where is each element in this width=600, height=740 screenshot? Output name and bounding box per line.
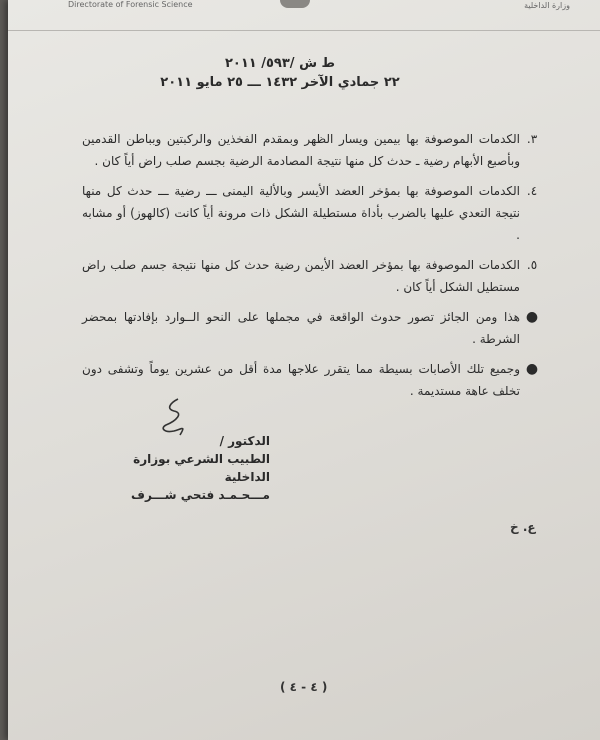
letterhead-left-text: Directorate of Forensic Science: [68, 0, 193, 9]
page-number: ( ٤ - ٤ ): [280, 680, 328, 694]
item-text: الكدمات الموصوفة بها بيمين ويسار الظهر وبمقدم الفخذين والركبتين وبباطن القدمين وبأصبع الأبهام رضية ـ حدث كل منها نتيجة المصادمة الرضية بجسم صلب راض أياً كان .: [82, 132, 520, 168]
signature-position: الطبيب الشرعي بوزارة الداخلية: [133, 452, 270, 484]
list-item: [82, 306, 542, 350]
item-text: الكدمات الموصوفة بها بمؤخر العضد الأيمن رضية حدث كل منها نتيجة جسم صلب راض مستطيل الشكل أياً كان .: [82, 258, 520, 294]
reference-block: [160, 54, 400, 92]
list-item: [82, 180, 542, 246]
letterhead-right-text: وزارة الداخلية: [524, 1, 570, 10]
item-marker: ٥.: [526, 258, 538, 272]
item-text: الكدمات الموصوفة بها بمؤخر العضد الأيسر وبالألية اليمنى ـــ رضية ـــ حدث كل منها نتيجة التعدي عليها بالضرب بأداة مستطيلة الشكل ذات مرونة أياً كانت (كالهوز) أو مشابه .: [82, 184, 520, 242]
letterhead: [8, 0, 600, 31]
signature-name: مـــحـمـد فتحي شـــرف: [131, 488, 270, 502]
bullet-icon: ●: [525, 361, 539, 377]
emblem-icon: [280, 0, 310, 8]
item-marker: ٣.: [526, 132, 538, 146]
typist-initials: ع. خ: [510, 520, 536, 534]
item-text: هذا ومن الجائز تصور حدوث الواقعة في مجملها على النحو الــوارد بإفادتها بمحضر الشرطة .: [82, 310, 520, 346]
report-body: [82, 128, 542, 410]
list-item: [82, 254, 542, 298]
list-item: [82, 128, 542, 172]
bullet-icon: ●: [525, 309, 539, 325]
list-item: [82, 358, 542, 402]
item-marker: ٤.: [526, 184, 538, 198]
signature-block: [120, 432, 270, 504]
reference-number: ط ش /٥٩٣/ ٢٠١١: [224, 56, 336, 71]
reference-date: ٢٢ جمادي الآخر ١٤٣٢ ـــ ٢٥ مايو ٢٠١١: [160, 75, 400, 90]
item-text: وجميع تلك الأصابات بسيطة مما يتقرر علاجها مدة أقل من عشرين يوماً وتشفى دون تخلف عاهة مستديمة .: [82, 362, 520, 398]
signature-title: الدكتور /: [219, 434, 270, 448]
